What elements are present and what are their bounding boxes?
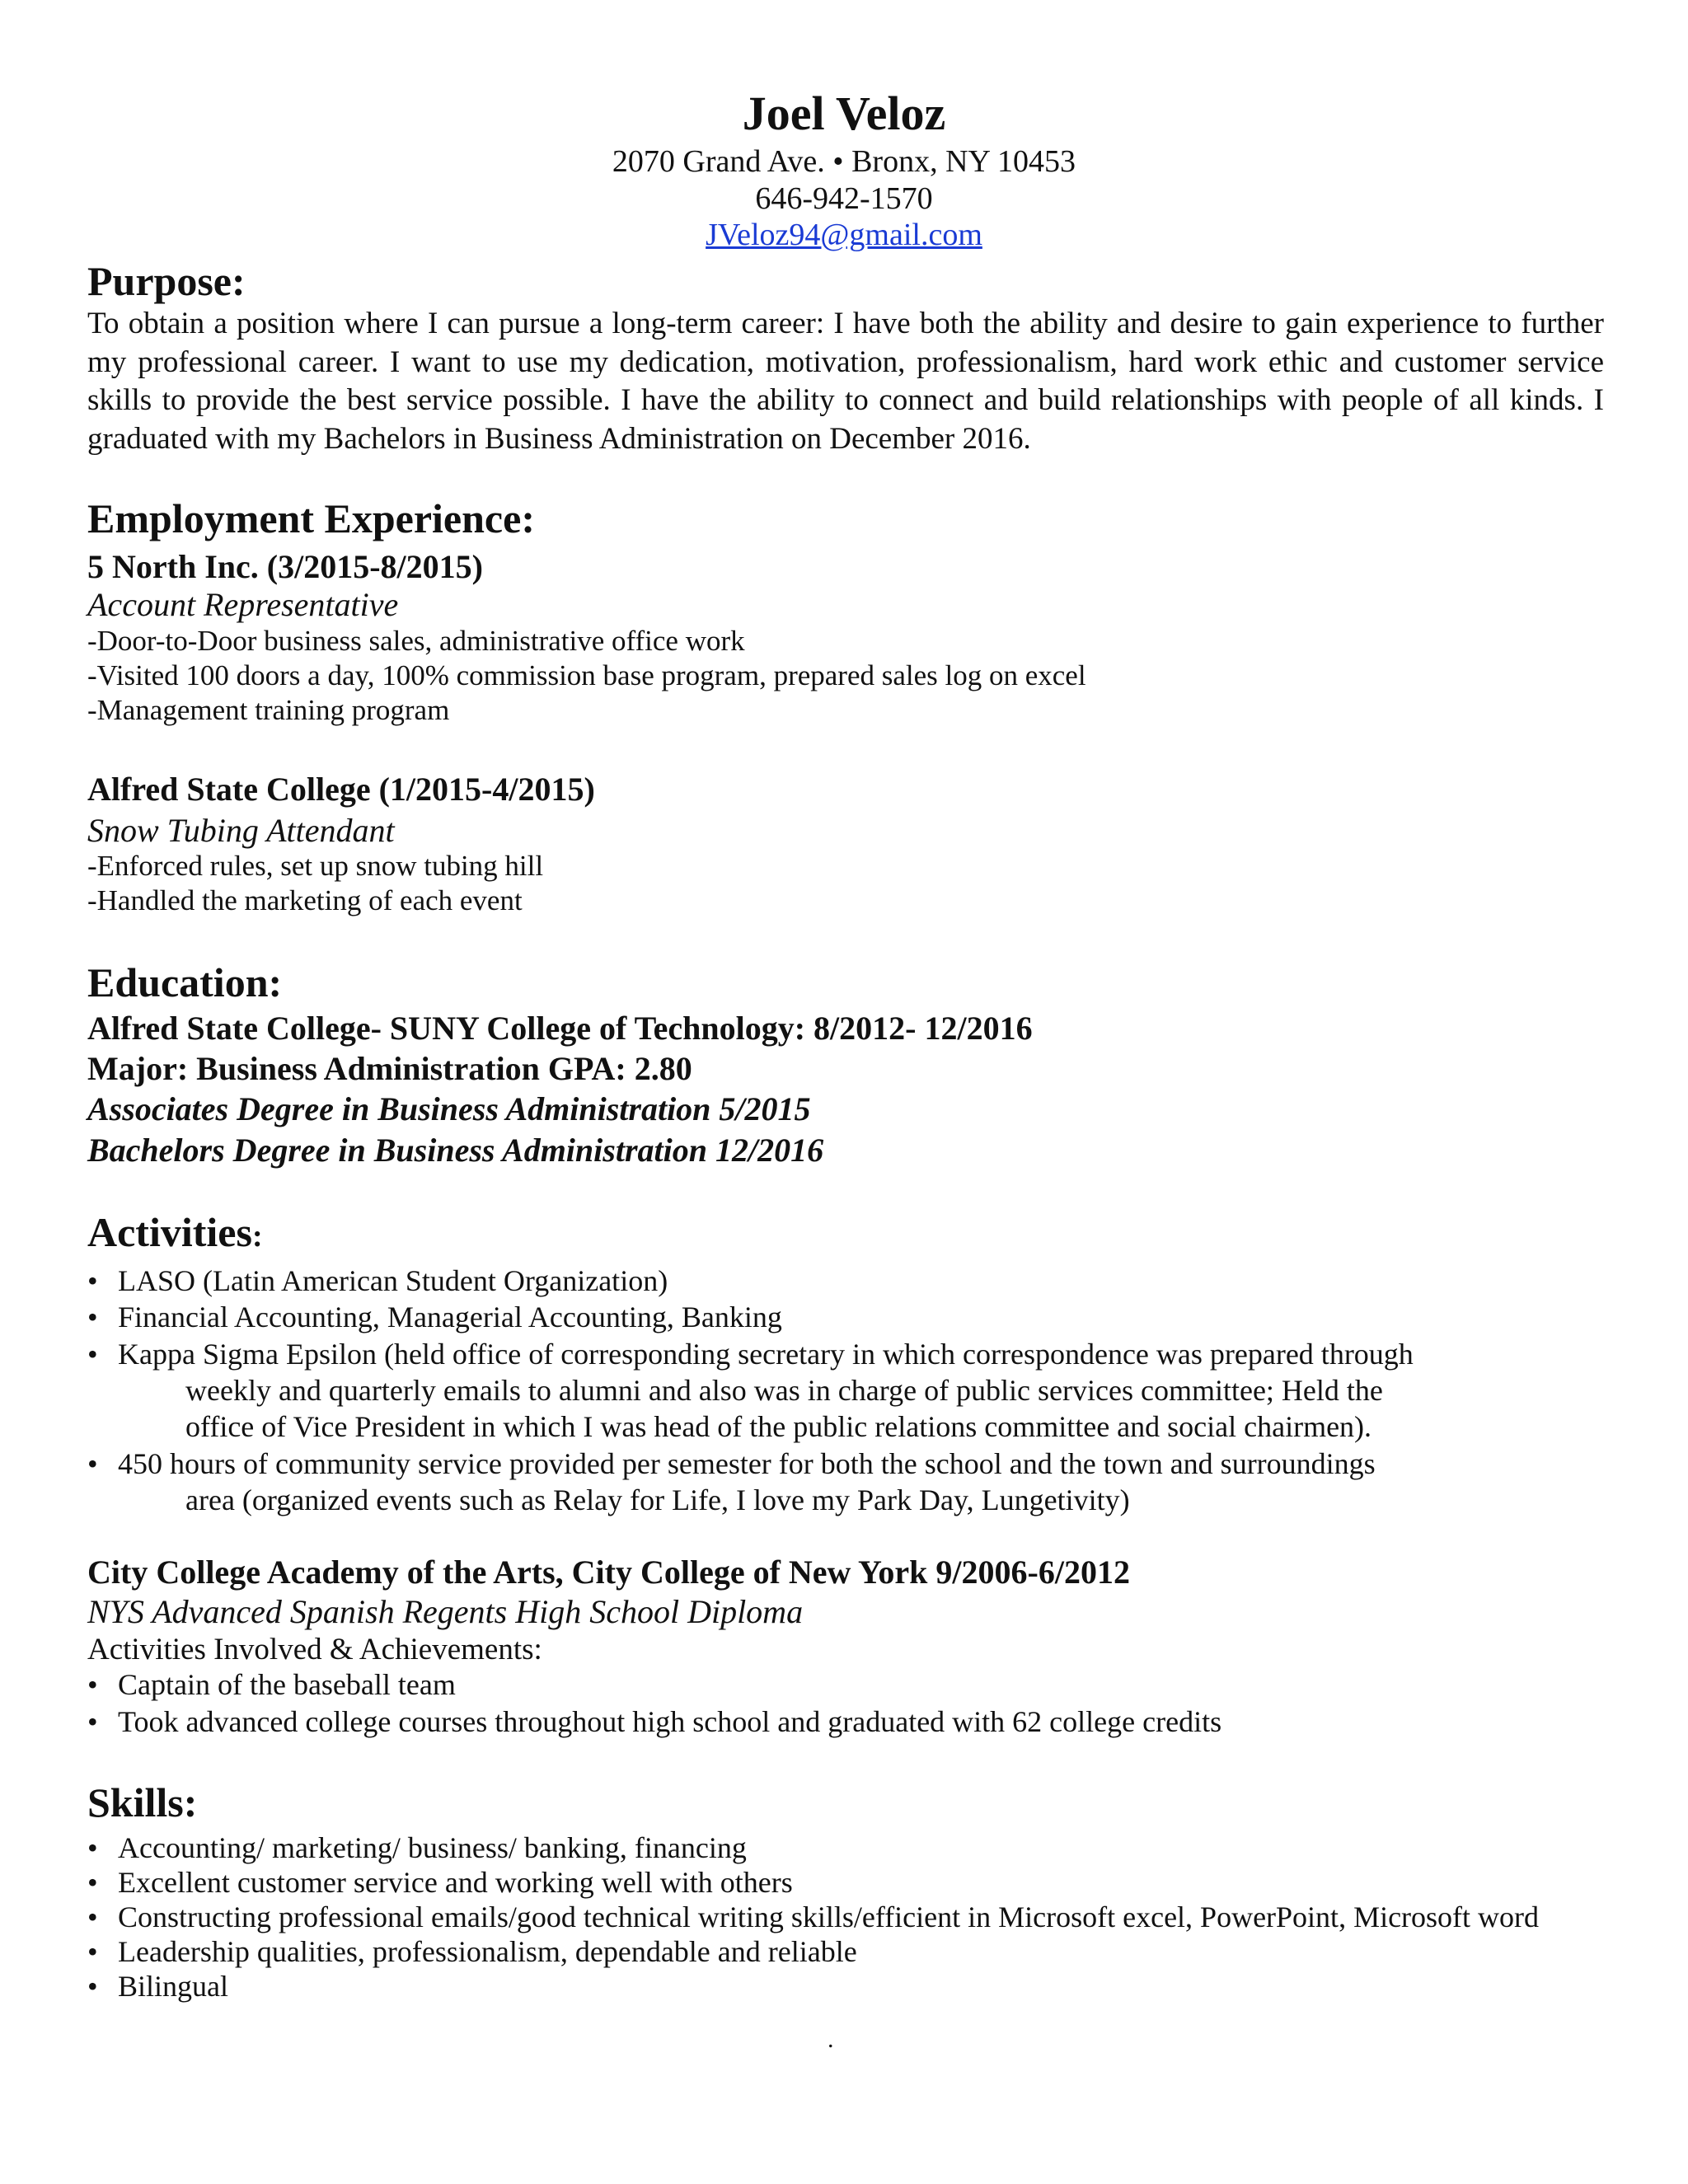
- job-duty: -Door-to-Door business sales, administrative office work: [87, 625, 745, 657]
- purpose-text: To obtain a position where I can pursue a long-term career: I have both the ability and desire to gain experience to further my professional career. I want to use my dedication, motivation, professionalism, hard work ethic and customer service skills to provide the best service possible. I have the ability to connect and build relationships with people of all kinds. I graduated with my Bachelors in Business Administration on December 2016.: [87, 307, 1604, 456]
- list-item: Accounting/ marketing/ business/ banking, financing: [118, 1831, 747, 1864]
- job-role: Account Representative: [87, 586, 399, 623]
- education-heading: Education:: [87, 959, 283, 1005]
- bullet-icon: •: [87, 1301, 98, 1333]
- major: Major: Business Administration GPA: 2.80: [87, 1050, 692, 1087]
- diploma: NYS Advanced Spanish Regents High School Diploma: [87, 1593, 804, 1630]
- activities-heading-colon: :: [251, 1219, 263, 1254]
- resume-name: Joel Veloz: [742, 87, 946, 140]
- bullet-icon: •: [87, 1705, 98, 1738]
- job-title: 5 North Inc. (3/2015-8/2015): [87, 548, 483, 585]
- list-item: Financial Accounting, Managerial Accounting, Banking: [118, 1301, 782, 1333]
- bullet-icon: •: [87, 1970, 98, 2003]
- list-item: Captain of the baseball team: [118, 1668, 456, 1701]
- list-item-continuation: office of Vice President in which I was head of the public relations committee and social chairmen).: [185, 1410, 1372, 1443]
- list-item: Constructing professional emails/good technical writing skills/efficient in Microsoft excel, PowerPoint, Microsoft word: [118, 1900, 1540, 1933]
- college-name: Alfred State College- SUNY College of Technology: 8/2012- 12/2016: [87, 1010, 1033, 1047]
- bullet-icon: •: [87, 1447, 98, 1480]
- list-item: LASO (Latin American Student Organization): [118, 1264, 668, 1297]
- bullet-icon: •: [87, 1866, 98, 1899]
- bullet-icon: •: [87, 1338, 98, 1371]
- job-duty: -Handled the marketing of each event: [87, 884, 523, 916]
- activities-heading: [87, 1208, 263, 1260]
- employment-heading: Employment Experience:: [87, 495, 535, 541]
- list-item-continuation: area (organized events such as Relay for Life, I love my Park Day, Lungetivity): [185, 1483, 1130, 1516]
- list-item-continuation: weekly and quarterly emails to alumni and also was in charge of public services committee; Held the: [185, 1374, 1383, 1407]
- list-item: Excellent customer service and working well with others: [118, 1866, 793, 1899]
- degree: Bachelors Degree in Business Administration 12/2016: [87, 1132, 824, 1169]
- purpose-heading: Purpose:: [87, 258, 246, 304]
- bullet-icon: •: [87, 1831, 98, 1864]
- bullet-icon: •: [87, 1264, 98, 1297]
- activities-heading-text: Activities: [87, 1209, 252, 1255]
- job-duty: -Visited 100 doors a day, 100% commission base program, prepared sales log on excel: [87, 659, 1086, 691]
- list-item: Bilingual: [118, 1970, 228, 2003]
- job-duty: -Management training program: [87, 694, 450, 726]
- bullet-icon: •: [87, 1900, 98, 1933]
- list-item: Took advanced college courses throughout high school and graduated with 62 college credits: [118, 1705, 1222, 1738]
- job-duty: -Enforced rules, set up snow tubing hill: [87, 850, 544, 882]
- bullet-icon: •: [87, 1935, 98, 1968]
- list-item: Kappa Sigma Epsilon (held office of corresponding secretary in which correspondence was prepared through: [118, 1338, 1414, 1371]
- list-item: 450 hours of community service provided per semester for both the school and the town and surroundings: [118, 1447, 1376, 1480]
- footer-mark: .: [828, 2026, 834, 2053]
- high-school-title: City College Academy of the Arts, City College of New York 9/2006-6/2012: [87, 1554, 1130, 1591]
- list-item: Leadership qualities, professionalism, dependable and reliable: [118, 1935, 857, 1968]
- phone: 646-942-1570: [755, 181, 933, 216]
- skills-heading: Skills:: [87, 1779, 198, 1825]
- email-link[interactable]: JVeloz94@gmail.com: [706, 218, 982, 252]
- bullet-icon: •: [87, 1668, 98, 1701]
- job-title: Alfred State College (1/2015-4/2015): [87, 771, 595, 808]
- degree: Associates Degree in Business Administration 5/2015: [87, 1090, 811, 1127]
- job-role: Snow Tubing Attendant: [87, 812, 395, 849]
- address: 2070 Grand Ave. • Bronx, NY 10453: [612, 144, 1076, 179]
- achievements-heading: Activities Involved & Achievements:: [87, 1633, 542, 1666]
- email-line: [0, 216, 1688, 254]
